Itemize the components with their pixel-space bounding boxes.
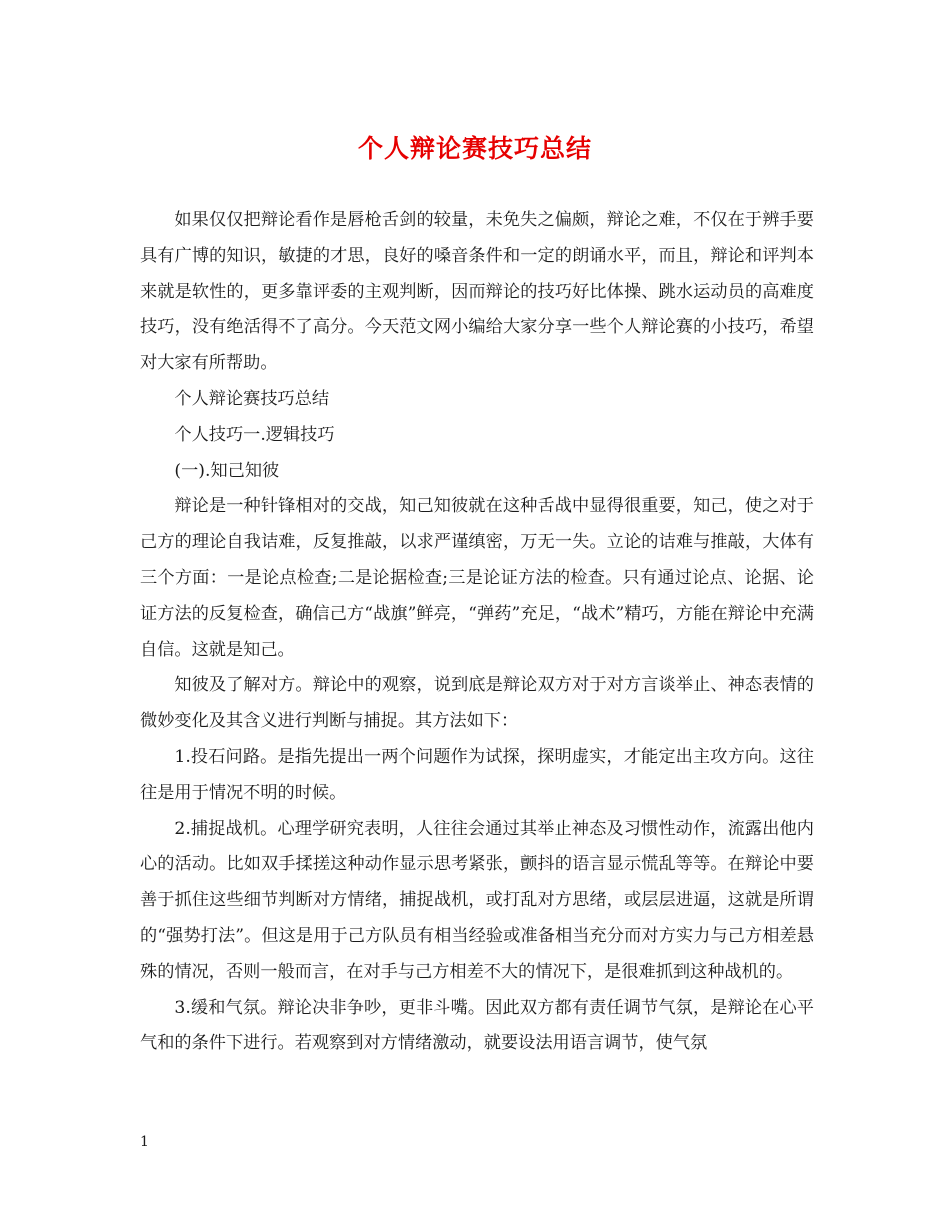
paragraph-item-3: 3.缓和气氛。辩论决非争吵，更非斗嘴。因此双方都有责任调节气氛，是辩论在心平气和的条件下进行。若观察到对方情绪激动，就要设法用语言调节，使气氛: [140, 997, 814, 1054]
paragraph-heading: 个人辩论赛技巧总结: [174, 388, 330, 409]
document-title: 个人辩论赛技巧总结: [357, 134, 592, 163]
paragraph-intro: 如果仅仅把辩论看作是唇枪舌剑的较量，未免失之偏颇，辩论之难，不仅在于辨手要具有广博的知识，敏捷的才思，良好的嗓音条件和一定的朗诵水平，而且，辩论和评判本来就是软性的，更多靠评委的主观判断，因而辩论的技巧好比体操、跳水运动员的高难度技巧，没有绝活得不了高分。今天范文网小编给大家分享一些个人辩论赛的小技巧，希望对大家有所帮助。: [140, 210, 814, 374]
document-body: [140, 203, 814, 1062]
paragraph-item-2: 2.捕捉战机。心理学研究表明，人往往会通过其举止神态及习惯性动作，流露出他内心的活动。比如双手揉搓这种动作显示思考紧张，颤抖的语言显示慌乱等等。在辩论中要善于抓住这些细节判断对方情绪，捕捉战机，或打乱对方思绪，或层层进逼，这就是所谓的“强势打法”。但这是用于己方队员有相当经验或准备相当充分而对方实力与己方相差悬殊的情况，否则一般而言，在对手与己方相差不大的情况下，是很难抓到这种战机的。: [140, 818, 814, 982]
paragraph-know-yourself: 辩论是一种针锋相对的交战，知己知彼就在这种舌战中显得很重要，知己，使之对于己方的理论自我诘难，反复推敲，以求严谨缜密，万无一失。立论的诘难与推敲，大体有三个方面：一是论点检查;二是论据检查;三是论证方法的检查。只有通过论点、论据、论证方法的反复检查，确信己方“战旗”鲜亮，“弹药”充足，“战术”精巧，方能在辩论中充满自信。这就是知己。: [140, 496, 814, 660]
page-number: 1: [140, 1134, 149, 1150]
paragraph-section-heading: 个人技巧一.逻辑技巧: [174, 424, 335, 445]
paragraph-item-1: 1.投石问路。是指先提出一两个问题作为试探，探明虚实，才能定出主攻方向。这往往是用于情况不明的时候。: [140, 746, 814, 803]
paragraph-subheading: (一).知己知彼: [174, 460, 280, 481]
paragraph-know-opponent: 知彼及了解对方。辩论中的观察，说到底是辩论双方对于对方言谈举止、神态表情的微妙变化及其含义进行判断与捕捉。其方法如下：: [140, 675, 814, 732]
